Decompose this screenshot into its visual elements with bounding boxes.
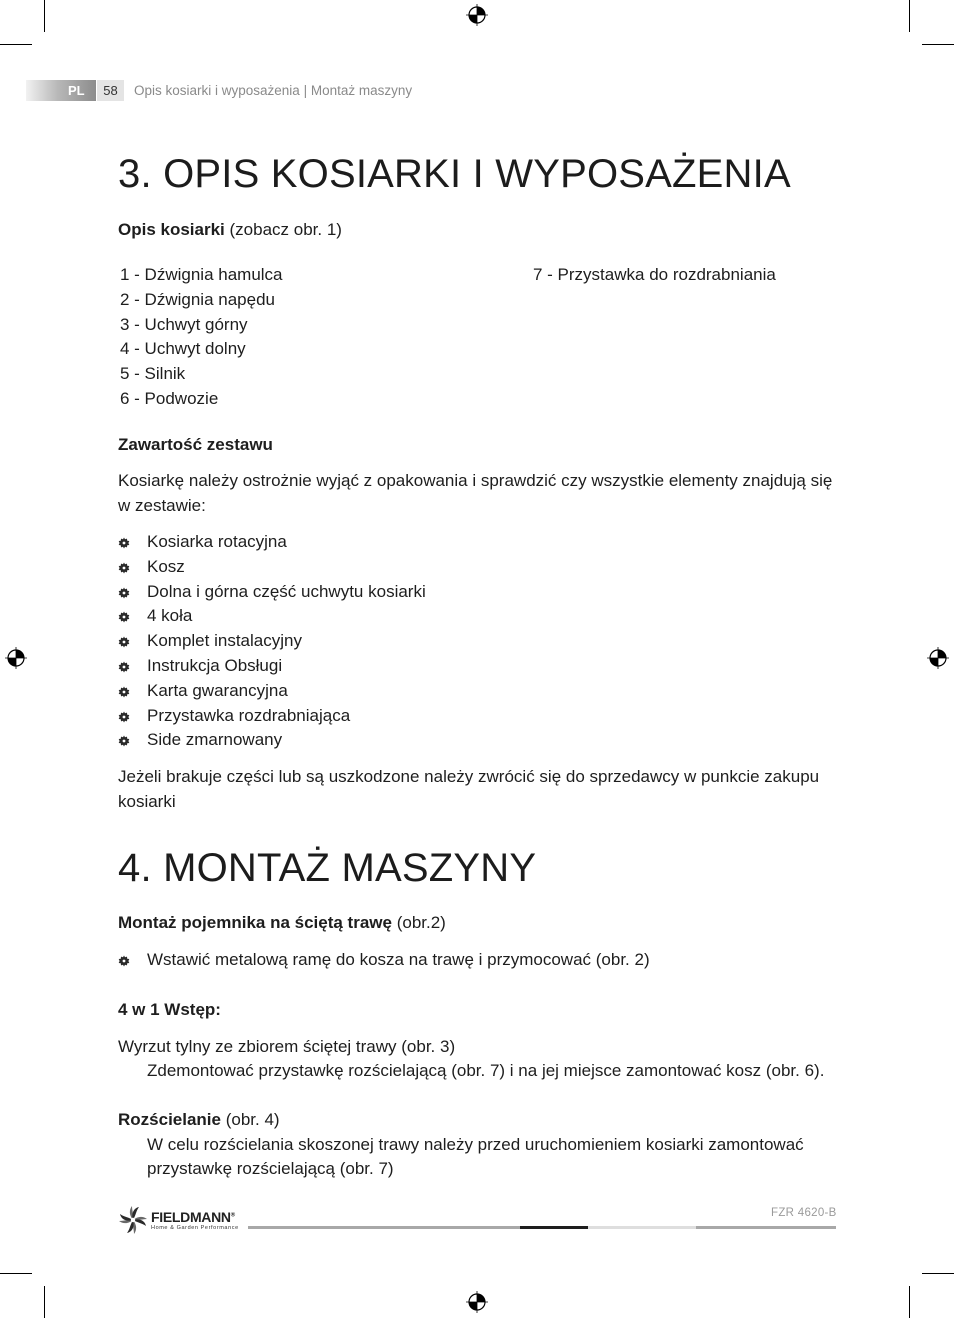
- gear-bullet-icon: [118, 636, 130, 648]
- basket-list: [118, 948, 650, 973]
- footer-rule-light: [588, 1226, 696, 1229]
- list-item: [118, 555, 426, 580]
- running-title: Opis kosiarki i wyposażenia | Montaż maszyny: [134, 83, 413, 98]
- spreading-line1: W celu rozścielania skoszonej trawy należy przed uruchomieniem kosiarki zamontować: [147, 1135, 804, 1154]
- model-number: FZR 4620-B: [771, 1207, 837, 1219]
- contents-intro: Kosiarkę należy ostrożnie wyjąć z opakowania i sprawdzić czy wszystkie elementy znajdują się w zestawie:: [118, 471, 833, 515]
- parts-list-col2: [533, 263, 776, 288]
- section-title-3: 3. OPIS KOSIARKI I WYPOSAŻENIA: [118, 152, 791, 196]
- gear-bullet-icon: [118, 711, 130, 723]
- gear-bullet-icon: [118, 735, 130, 747]
- spreading-heading: Rozścielanie: [118, 1110, 221, 1129]
- contents-list: [118, 530, 426, 753]
- description-heading: Opis kosiarki: [118, 220, 225, 239]
- crop-mark: [44, 1286, 45, 1318]
- list-item: [118, 948, 650, 973]
- spreading-heading-line: [118, 1107, 280, 1132]
- header-bar: [26, 80, 96, 101]
- list-item: [118, 604, 426, 629]
- language-code: PL: [68, 83, 85, 98]
- gear-bullet-icon: [118, 611, 130, 623]
- brand-text: FIELDMANN: [151, 1209, 231, 1225]
- page-number: 58: [97, 80, 124, 101]
- list-item: [118, 629, 426, 654]
- footer-rule-gray-end: [696, 1226, 836, 1229]
- list-item: 7 - Przystawka do rozdrabniania: [533, 265, 776, 284]
- four-in-one-heading: 4 w 1 Wstęp:: [118, 1000, 221, 1019]
- crop-mark: [922, 1273, 954, 1274]
- list-item-text: Przystawka rozdrabniająca: [147, 705, 351, 725]
- gear-bullet-icon: [118, 587, 130, 599]
- gear-bullet-icon: [118, 955, 130, 967]
- crop-mark: [0, 44, 32, 45]
- registration-mark-icon: [927, 647, 949, 669]
- gear-bullet-icon: [118, 537, 130, 549]
- list-item: [118, 580, 426, 605]
- list-item-text: Wstawić metalową ramę do kosza na trawę i przymocować (obr. 2): [147, 950, 650, 969]
- list-item: [118, 679, 426, 704]
- list-item: [118, 530, 426, 555]
- basket-heading-note: (obr.2): [396, 913, 446, 932]
- registration-mark-icon: [466, 1291, 488, 1313]
- gear-bullet-icon: [118, 686, 130, 698]
- list-item: 5 - Silnik: [120, 364, 186, 384]
- list-item: 2 - Dźwignia napędu: [120, 289, 275, 309]
- crop-mark: [0, 1273, 32, 1274]
- gear-bullet-icon: [118, 661, 130, 673]
- parts-list-col1: [120, 263, 283, 412]
- four-in-one-line2: Zdemontować przystawkę rozścielającą (obr. 7) i na jej miejsce zamontować kosz (obr. 6).: [147, 1061, 825, 1080]
- brand-tagline: Home & Garden Performance: [151, 1225, 239, 1231]
- list-item-text: Side zmarnowany: [147, 730, 283, 750]
- basket-heading-line: [118, 910, 446, 935]
- list-item: 4 - Uchwyt dolny: [120, 339, 246, 359]
- description-heading-line: [118, 217, 342, 242]
- list-item-text: 4 koła: [147, 606, 193, 626]
- description-heading-note: (zobacz obr. 1): [229, 220, 342, 239]
- list-item: [118, 704, 426, 729]
- brand-name: [151, 1209, 235, 1225]
- list-item-text: Komplet instalacyjny: [147, 631, 302, 651]
- brand-mark: ®: [230, 1212, 235, 1219]
- contents-note: Jeżeli brakuje części lub są uszkodzone należy zwrócić się do sprzedawcy w punkcie zakupu kosiarki: [118, 767, 820, 811]
- crop-mark: [922, 44, 954, 45]
- list-item: [118, 654, 426, 679]
- contents-heading: Zawartość zestawu: [118, 435, 273, 454]
- list-item-text: Karta gwarancyjna: [147, 680, 288, 700]
- crop-mark: [909, 1286, 910, 1318]
- fieldmann-logo-icon: [118, 1205, 148, 1235]
- list-item-text: Dolna i górna część uchwytu kosiarki: [147, 581, 426, 601]
- spreading-heading-note: (obr. 4): [225, 1110, 280, 1129]
- registration-mark-icon: [5, 647, 27, 669]
- list-item: 3 - Uchwyt górny: [120, 314, 248, 334]
- gear-bullet-icon: [118, 562, 130, 574]
- crop-mark: [909, 0, 910, 32]
- list-item: 1 - Dźwignia hamulca: [120, 265, 283, 284]
- footer-rule-gray: [248, 1226, 520, 1229]
- footer-rule-dark: [520, 1226, 588, 1229]
- list-item-text: Instrukcja Obsługi: [147, 655, 283, 675]
- list-item-text: Kosiarka rotacyjna: [147, 532, 287, 551]
- list-item: [118, 728, 426, 753]
- registration-mark-icon: [466, 4, 488, 26]
- list-item: 6 - Podwozie: [120, 388, 219, 408]
- section-title-4: 4. MONTAŻ MASZYNY: [118, 846, 537, 890]
- four-in-one-line1: Wyrzut tylny ze zbiorem ściętej trawy (obr. 3): [118, 1037, 456, 1056]
- spreading-line2: przystawkę rozścielającą (obr. 7): [147, 1159, 394, 1178]
- basket-heading: Montaż pojemnika na ściętą trawę: [118, 913, 392, 932]
- list-item-text: Kosz: [147, 556, 185, 576]
- crop-mark: [44, 0, 45, 32]
